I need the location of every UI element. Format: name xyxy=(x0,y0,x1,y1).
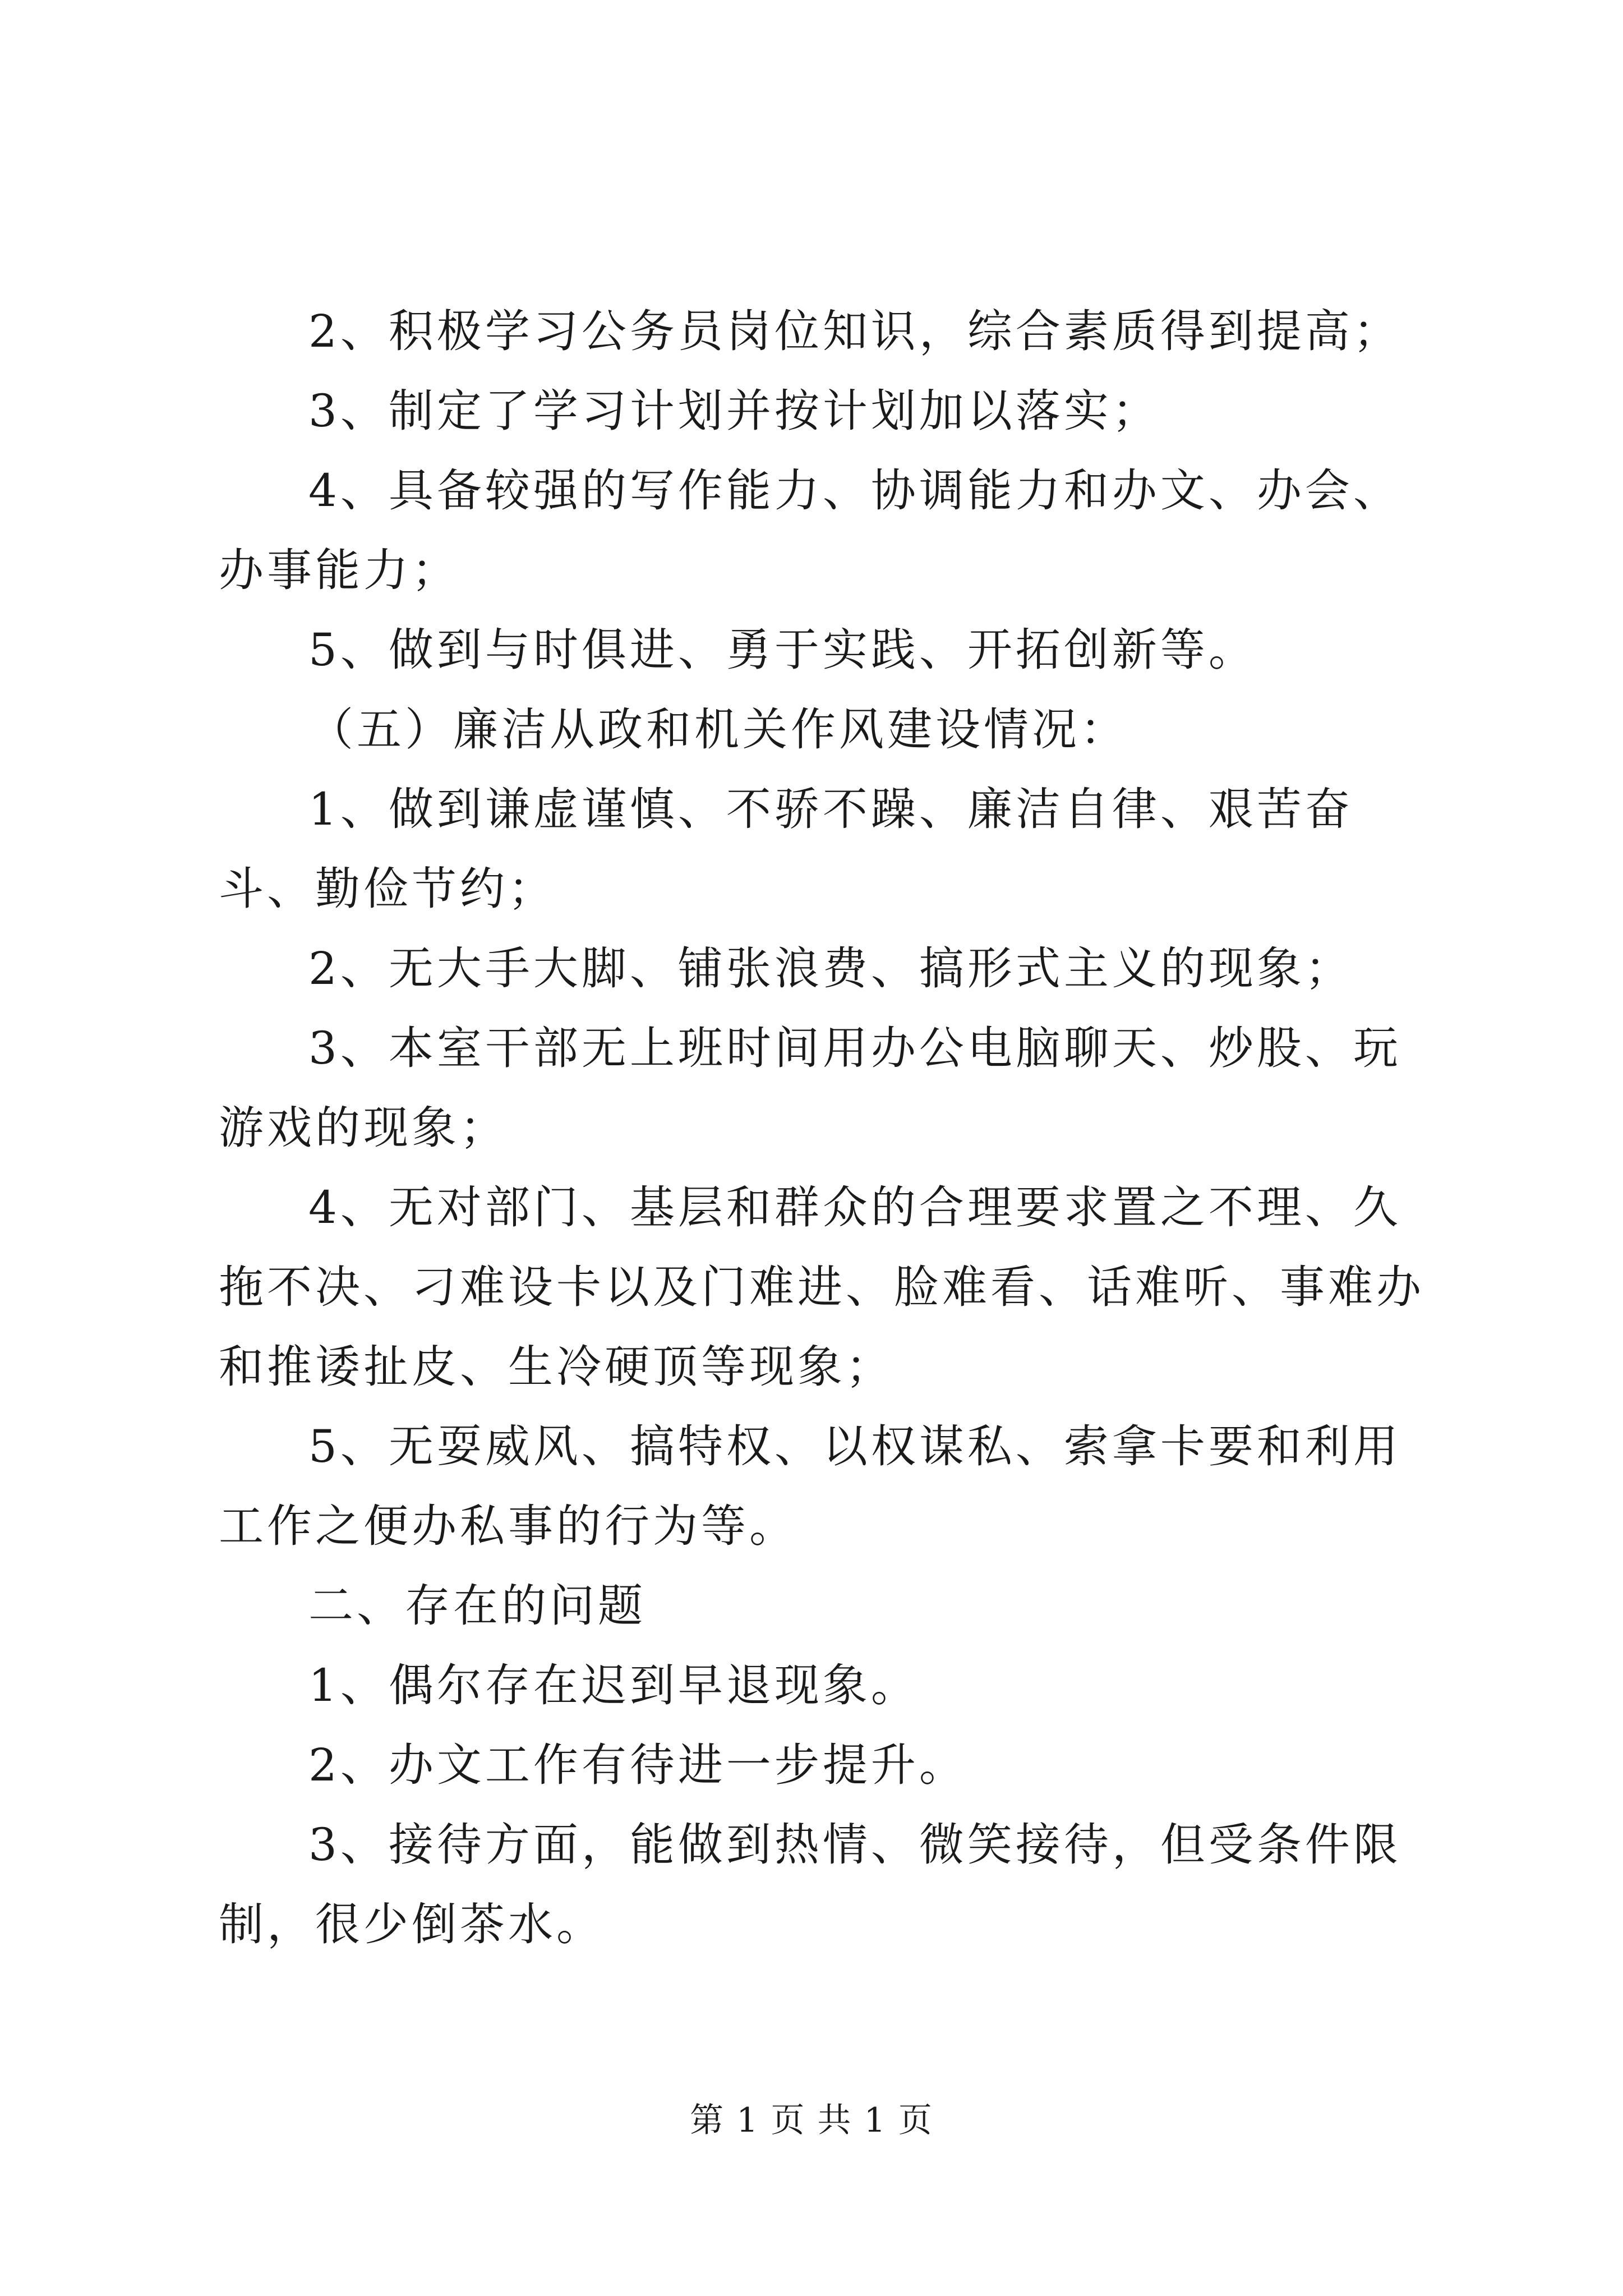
section-heading-problems: 二、存在的问题 xyxy=(308,1580,646,1632)
paragraph-study-knowledge: 2、积极学习公务员岗位知识，综合素质得到提高； xyxy=(308,305,1401,357)
paragraph-no-privilege: 5、无耍威风、搞特权、以权谋私、索拿卡要和利用工作之便办私事的行为等。 xyxy=(219,1420,1401,1552)
paragraph-study-plan: 3、制定了学习计划并按计划加以落实； xyxy=(308,385,1160,437)
paragraph-no-bureaucracy: 4、无对部门、基层和群众的合理要求置之不理、久拖不决、刁难设卡以及门难进、脸难看、话难听、事难办和推诿扯皮、生冷硬顶等现象； xyxy=(219,1181,1424,1393)
document-body xyxy=(219,292,1430,1964)
paragraph-no-waste: 2、无大手大脚、铺张浪费、搞形式主义的现象； xyxy=(308,942,1353,995)
paragraph-document-work: 2、办文工作有待进一步提升。 xyxy=(308,1739,967,1791)
paragraph-writing-ability: 4、具备较强的写作能力、协调能力和办文、办会、办事能力； xyxy=(219,464,1401,596)
paragraph-innovation: 5、做到与时俱进、勇于实践、开拓创新等。 xyxy=(308,624,1257,676)
paragraph-reception: 3、接待方面，能做到热情、微笑接待，但受条件限制，很少倒茶水。 xyxy=(219,1819,1401,1950)
paragraph-no-gaming: 3、本室干部无上班时间用办公电脑聊天、炒股、玩游戏的现象； xyxy=(219,1022,1401,1154)
paragraph-modesty: 1、做到谦虚谨慎、不骄不躁、廉洁自律、艰苦奋斗、勤俭节约； xyxy=(219,783,1353,915)
section-heading-integrity: （五）廉洁从政和机关作风建设情况： xyxy=(308,703,1128,756)
page-number-footer: 第 1 页 共 1 页 xyxy=(690,2101,933,2140)
paragraph-lateness: 1、偶尔存在迟到早退现象。 xyxy=(308,1659,919,1711)
